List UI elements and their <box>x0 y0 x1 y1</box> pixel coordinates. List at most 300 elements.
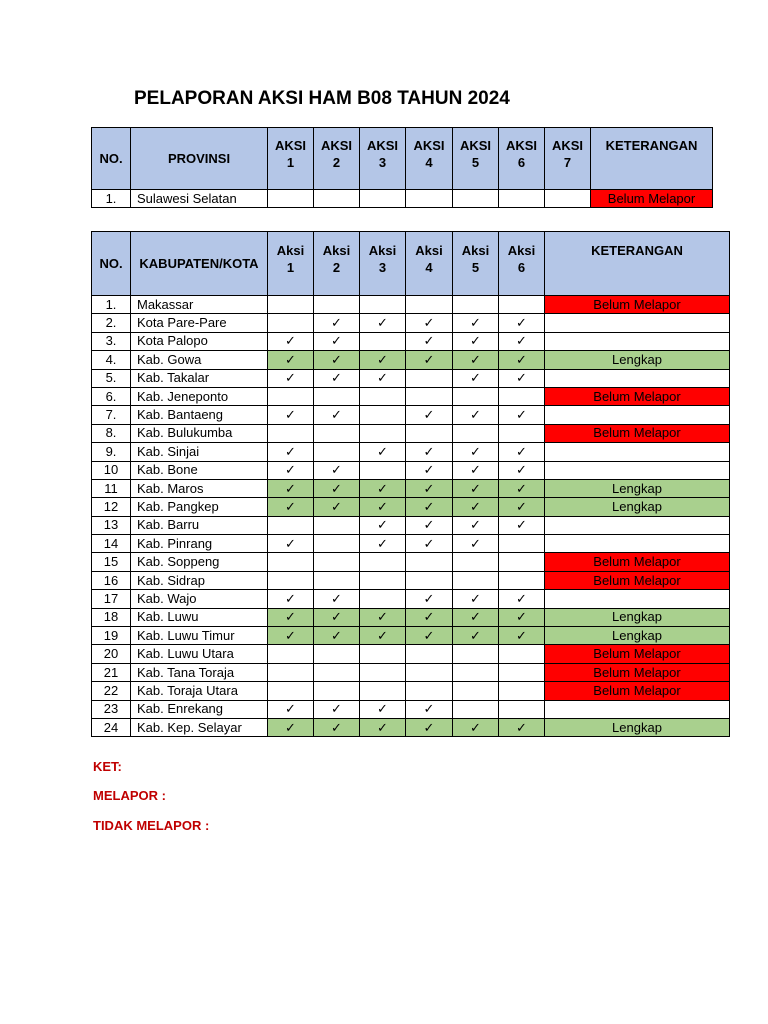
aksi-2-cell <box>314 700 360 718</box>
aksi-3-cell <box>360 535 406 553</box>
aksi-3-cell <box>360 443 406 461</box>
check-icon: ✓ <box>331 609 342 625</box>
check-icon: ✓ <box>331 333 342 349</box>
header-provinsi: PROVINSI <box>131 128 268 190</box>
aksi-5-cell <box>453 498 499 516</box>
aksi-2-cell <box>314 424 360 442</box>
region-name: Kab. Pangkep <box>131 498 268 516</box>
aksi-1-cell <box>268 516 314 534</box>
aksi-6-cell <box>499 424 545 442</box>
header-aksi-1: AKSI 1 <box>268 128 314 190</box>
aksi-3-cell <box>360 682 406 700</box>
aksi-1-cell <box>268 553 314 571</box>
row-number: 4. <box>92 351 131 369</box>
region-name: Kab. Sinjai <box>131 443 268 461</box>
table-row <box>92 645 730 663</box>
aksi-2-cell <box>314 461 360 479</box>
aksi-5-cell <box>453 387 499 405</box>
aksi-2-cell <box>314 443 360 461</box>
header-keterangan: KETERANGAN <box>545 232 730 296</box>
region-name: Kab. Tana Toraja <box>131 663 268 681</box>
region-name: Kab. Gowa <box>131 351 268 369</box>
table-row <box>92 369 730 387</box>
keterangan-cell: Belum Melapor <box>545 645 730 663</box>
check-icon: ✓ <box>377 315 388 331</box>
check-icon: ✓ <box>331 590 342 606</box>
aksi-6-cell <box>499 682 545 700</box>
aksi-4-cell <box>406 314 453 332</box>
aksi-1-cell <box>268 332 314 350</box>
aksi-2-cell <box>314 406 360 424</box>
check-icon: ✓ <box>470 370 481 386</box>
table-row <box>92 535 730 553</box>
check-icon: ✓ <box>377 517 388 533</box>
aksi-5-cell <box>453 700 499 718</box>
check-icon: ✓ <box>285 609 296 625</box>
table-row <box>92 332 730 350</box>
check-icon: ✓ <box>377 701 388 717</box>
table-row <box>92 516 730 534</box>
keterangan-cell: Lengkap <box>545 718 730 736</box>
table-row <box>92 700 730 718</box>
check-icon: ✓ <box>423 351 435 367</box>
aksi-6-cell <box>499 553 545 571</box>
check-icon: ✓ <box>285 443 296 459</box>
check-icon: ✓ <box>377 498 388 514</box>
aksi-6-cell <box>499 351 545 369</box>
check-icon: ✓ <box>331 315 342 331</box>
row-number: 3. <box>92 332 131 350</box>
aksi-5-cell <box>453 516 499 534</box>
check-icon: ✓ <box>285 480 296 496</box>
aksi-6-cell <box>499 645 545 663</box>
check-icon: ✓ <box>470 462 481 478</box>
region-name: Sulawesi Selatan <box>131 190 268 208</box>
check-icon: ✓ <box>285 719 296 735</box>
table-row <box>92 608 730 626</box>
check-icon: ✓ <box>285 627 296 643</box>
table-row <box>92 718 730 736</box>
aksi-6-cell <box>499 314 545 332</box>
aksi-6-cell <box>499 387 545 405</box>
aksi-4-cell <box>406 424 453 442</box>
aksi-2-cell <box>314 498 360 516</box>
check-icon: ✓ <box>331 351 342 367</box>
check-icon: ✓ <box>423 535 435 551</box>
aksi-3-cell <box>360 387 406 405</box>
keterangan-cell <box>545 314 730 332</box>
row-number: 13 <box>92 516 131 534</box>
row-number: 21 <box>92 663 131 681</box>
keterangan-cell: Belum Melapor <box>545 571 730 589</box>
aksi-4-cell <box>406 369 453 387</box>
aksi-6-cell <box>499 479 545 497</box>
aksi-5-cell <box>453 571 499 589</box>
table-row <box>92 553 730 571</box>
legend-tidak-melapor: TIDAK MELAPOR : <box>93 818 210 833</box>
check-icon: ✓ <box>470 535 481 551</box>
aksi-4-cell <box>406 645 453 663</box>
keterangan-cell: Belum Melapor <box>545 387 730 405</box>
check-icon: ✓ <box>470 609 481 625</box>
aksi-1-cell <box>268 369 314 387</box>
aksi-5-cell <box>453 296 499 314</box>
row-number: 2. <box>92 314 131 332</box>
aksi-4-cell <box>406 663 453 681</box>
aksi-3-cell <box>360 718 406 736</box>
keterangan-cell: Belum Melapor <box>545 682 730 700</box>
check-icon: ✓ <box>423 609 435 625</box>
aksi-4-cell <box>406 479 453 497</box>
aksi-1-cell <box>268 645 314 663</box>
table-row <box>92 627 730 645</box>
row-number: 15 <box>92 553 131 571</box>
aksi-1-cell <box>268 443 314 461</box>
check-icon: ✓ <box>331 480 342 496</box>
row-number: 11 <box>92 479 131 497</box>
check-icon: ✓ <box>470 351 481 367</box>
aksi-3-cell <box>360 406 406 424</box>
check-icon: ✓ <box>470 627 481 643</box>
aksi-4-cell <box>406 296 453 314</box>
check-icon: ✓ <box>470 719 481 735</box>
keterangan-cell: Lengkap <box>545 498 730 516</box>
check-icon: ✓ <box>423 701 435 717</box>
check-icon: ✓ <box>516 351 527 367</box>
region-name: Kab. Kep. Selayar <box>131 718 268 736</box>
aksi-4-cell <box>406 590 453 608</box>
check-icon: ✓ <box>470 407 481 423</box>
aksi-2-cell <box>314 190 360 208</box>
aksi-2-cell <box>314 608 360 626</box>
aksi-1-cell <box>268 406 314 424</box>
aksi-1-cell <box>268 627 314 645</box>
region-name: Kab. Jeneponto <box>131 387 268 405</box>
check-icon: ✓ <box>377 351 388 367</box>
table-row <box>92 479 730 497</box>
header-aksi-4: Aksi 4 <box>406 232 453 296</box>
aksi-6-cell <box>499 406 545 424</box>
aksi-4-cell <box>406 461 453 479</box>
table-row <box>92 498 730 516</box>
aksi-5-cell <box>453 479 499 497</box>
row-number: 19 <box>92 627 131 645</box>
row-number: 6. <box>92 387 131 405</box>
check-icon: ✓ <box>470 517 481 533</box>
aksi-3-cell <box>360 332 406 350</box>
header-keterangan: KETERANGAN <box>591 128 713 190</box>
check-icon: ✓ <box>516 627 527 643</box>
table-row <box>92 387 730 405</box>
aksi-6-cell <box>499 627 545 645</box>
aksi-3-cell <box>360 553 406 571</box>
aksi-3-cell <box>360 663 406 681</box>
aksi-1-cell <box>268 479 314 497</box>
keterangan-cell: Lengkap <box>545 479 730 497</box>
region-name: Kab. Wajo <box>131 590 268 608</box>
header-aksi-4: AKSI 4 <box>406 128 453 190</box>
row-number: 8. <box>92 424 131 442</box>
aksi-6-cell <box>499 571 545 589</box>
row-number: 9. <box>92 443 131 461</box>
keterangan-cell <box>545 406 730 424</box>
aksi-4-cell <box>406 535 453 553</box>
check-icon: ✓ <box>423 627 435 643</box>
check-icon: ✓ <box>285 333 296 349</box>
aksi-6-cell <box>499 296 545 314</box>
row-number: 1. <box>92 190 131 208</box>
aksi-2-cell <box>314 590 360 608</box>
aksi-5-cell <box>453 190 499 208</box>
aksi-2-cell <box>314 516 360 534</box>
check-icon: ✓ <box>423 315 435 331</box>
aksi-1-cell <box>268 535 314 553</box>
check-icon: ✓ <box>470 443 481 459</box>
check-icon: ✓ <box>516 498 527 514</box>
aksi-3-cell <box>360 190 406 208</box>
check-icon: ✓ <box>331 407 342 423</box>
aksi-5-cell <box>453 332 499 350</box>
check-icon: ✓ <box>285 462 296 478</box>
aksi-3-cell <box>360 314 406 332</box>
keterangan-cell <box>545 369 730 387</box>
check-icon: ✓ <box>423 498 435 514</box>
aksi-5-cell <box>453 424 499 442</box>
keterangan-cell: Belum Melapor <box>545 553 730 571</box>
aksi-4-cell <box>406 553 453 571</box>
check-icon: ✓ <box>470 590 481 606</box>
check-icon: ✓ <box>377 370 388 386</box>
aksi-5-cell <box>453 590 499 608</box>
province-table-header <box>92 128 713 190</box>
keterangan-cell: Lengkap <box>545 627 730 645</box>
region-name: Kab. Pinrang <box>131 535 268 553</box>
region-name: Kab. Soppeng <box>131 553 268 571</box>
row-number: 10 <box>92 461 131 479</box>
aksi-1-cell <box>268 387 314 405</box>
table-row <box>92 406 730 424</box>
aksi-6-cell <box>499 718 545 736</box>
table-row <box>92 663 730 681</box>
aksi-2-cell <box>314 627 360 645</box>
aksi-5-cell <box>453 314 499 332</box>
row-number: 1. <box>92 296 131 314</box>
keterangan-cell: Lengkap <box>545 351 730 369</box>
check-icon: ✓ <box>377 719 388 735</box>
aksi-2-cell <box>314 314 360 332</box>
aksi-6-cell <box>499 461 545 479</box>
row-number: 23 <box>92 700 131 718</box>
row-number: 20 <box>92 645 131 663</box>
region-name: Kota Pare-Pare <box>131 314 268 332</box>
row-number: 7. <box>92 406 131 424</box>
header-aksi-3: AKSI 3 <box>360 128 406 190</box>
region-name: Kab. Takalar <box>131 369 268 387</box>
keterangan-cell <box>545 516 730 534</box>
check-icon: ✓ <box>516 590 527 606</box>
table-row <box>92 424 730 442</box>
region-name: Kab. Sidrap <box>131 571 268 589</box>
aksi-5-cell <box>453 406 499 424</box>
aksi-5-cell <box>453 351 499 369</box>
aksi-5-cell <box>453 682 499 700</box>
region-name: Kab. Luwu Utara <box>131 645 268 663</box>
check-icon: ✓ <box>470 498 481 514</box>
check-icon: ✓ <box>331 462 342 478</box>
check-icon: ✓ <box>377 480 388 496</box>
header-aksi-6: AKSI 6 <box>499 128 545 190</box>
aksi-1-cell <box>268 682 314 700</box>
aksi-3-cell <box>360 571 406 589</box>
header-no: NO. <box>92 128 131 190</box>
legend-ket: KET: <box>93 759 122 774</box>
aksi-6-cell <box>499 700 545 718</box>
header-kabupaten-kota: KABUPATEN/KOTA <box>131 232 268 296</box>
header-aksi-5: Aksi 5 <box>453 232 499 296</box>
aksi-3-cell <box>360 479 406 497</box>
table-row <box>92 314 730 332</box>
header-aksi-2: Aksi 2 <box>314 232 360 296</box>
aksi-2-cell <box>314 553 360 571</box>
check-icon: ✓ <box>285 535 296 551</box>
keterangan-cell: Lengkap <box>545 608 730 626</box>
header-no: NO. <box>92 232 131 296</box>
aksi-5-cell <box>453 443 499 461</box>
page-title: PELAPORAN AKSI HAM B08 TAHUN 2024 <box>134 88 510 109</box>
region-name: Kab. Bantaeng <box>131 406 268 424</box>
aksi-4-cell <box>406 443 453 461</box>
region-name: Kota Palopo <box>131 332 268 350</box>
aksi-2-cell <box>314 718 360 736</box>
aksi-2-cell <box>314 682 360 700</box>
check-icon: ✓ <box>423 462 435 478</box>
check-icon: ✓ <box>423 719 435 735</box>
aksi-1-cell <box>268 608 314 626</box>
aksi-2-cell <box>314 351 360 369</box>
aksi-1-cell <box>268 663 314 681</box>
keterangan-cell <box>545 461 730 479</box>
aksi-5-cell <box>453 663 499 681</box>
keterangan-cell <box>545 535 730 553</box>
check-icon: ✓ <box>377 609 388 625</box>
aksi-5-cell <box>453 553 499 571</box>
aksi-1-cell <box>268 351 314 369</box>
row-number: 5. <box>92 369 131 387</box>
aksi-3-cell <box>360 461 406 479</box>
keterangan-cell <box>545 590 730 608</box>
table-row <box>92 571 730 589</box>
check-icon: ✓ <box>516 719 527 735</box>
keterangan-cell <box>545 332 730 350</box>
keterangan-cell <box>545 700 730 718</box>
keterangan-cell: Belum Melapor <box>591 190 713 208</box>
check-icon: ✓ <box>285 590 296 606</box>
aksi-1-cell <box>268 424 314 442</box>
check-icon: ✓ <box>470 333 481 349</box>
region-name: Kab. Luwu <box>131 608 268 626</box>
aksi-5-cell <box>453 535 499 553</box>
aksi-6-cell <box>499 443 545 461</box>
row-number: 16 <box>92 571 131 589</box>
check-icon: ✓ <box>516 315 527 331</box>
aksi-1-cell <box>268 590 314 608</box>
aksi-2-cell <box>314 296 360 314</box>
check-icon: ✓ <box>470 315 481 331</box>
aksi-6-cell <box>499 590 545 608</box>
aksi-2-cell <box>314 535 360 553</box>
region-name: Makassar <box>131 296 268 314</box>
aksi-4-cell <box>406 718 453 736</box>
check-icon: ✓ <box>331 370 342 386</box>
aksi-3-cell <box>360 296 406 314</box>
check-icon: ✓ <box>285 351 296 367</box>
row-number: 12 <box>92 498 131 516</box>
aksi-3-cell <box>360 351 406 369</box>
check-icon: ✓ <box>516 517 527 533</box>
aksi-6-cell <box>499 332 545 350</box>
aksi-7-cell <box>545 190 591 208</box>
header-aksi-5: AKSI 5 <box>453 128 499 190</box>
table-row <box>92 190 713 208</box>
aksi-4-cell <box>406 498 453 516</box>
aksi-3-cell <box>360 516 406 534</box>
aksi-3-cell <box>360 645 406 663</box>
aksi-2-cell <box>314 571 360 589</box>
aksi-6-cell <box>499 608 545 626</box>
table-row <box>92 296 730 314</box>
header-aksi-1: Aksi 1 <box>268 232 314 296</box>
aksi-3-cell <box>360 608 406 626</box>
aksi-3-cell <box>360 590 406 608</box>
region-name: Kab. Bone <box>131 461 268 479</box>
aksi-5-cell <box>453 718 499 736</box>
aksi-4-cell <box>406 700 453 718</box>
aksi-3-cell <box>360 700 406 718</box>
aksi-6-cell <box>499 498 545 516</box>
header-aksi-6: Aksi 6 <box>499 232 545 296</box>
aksi-6-cell <box>499 663 545 681</box>
region-name: Kab. Bulukumba <box>131 424 268 442</box>
table-row <box>92 461 730 479</box>
aksi-5-cell <box>453 627 499 645</box>
aksi-1-cell <box>268 190 314 208</box>
region-name: Kab. Toraja Utara <box>131 682 268 700</box>
check-icon: ✓ <box>331 719 342 735</box>
aksi-4-cell <box>406 682 453 700</box>
check-icon: ✓ <box>285 407 296 423</box>
aksi-6-cell <box>499 190 545 208</box>
row-number: 22 <box>92 682 131 700</box>
aksi-2-cell <box>314 479 360 497</box>
aksi-2-cell <box>314 663 360 681</box>
check-icon: ✓ <box>331 498 342 514</box>
aksi-2-cell <box>314 387 360 405</box>
aksi-3-cell <box>360 369 406 387</box>
aksi-1-cell <box>268 296 314 314</box>
aksi-4-cell <box>406 627 453 645</box>
keterangan-cell: Belum Melapor <box>545 424 730 442</box>
aksi-4-cell <box>406 516 453 534</box>
kabupaten-table-header <box>92 232 730 296</box>
row-number: 17 <box>92 590 131 608</box>
aksi-1-cell <box>268 571 314 589</box>
check-icon: ✓ <box>423 407 435 423</box>
row-number: 14 <box>92 535 131 553</box>
row-number: 24 <box>92 718 131 736</box>
check-icon: ✓ <box>516 407 527 423</box>
aksi-2-cell <box>314 645 360 663</box>
check-icon: ✓ <box>423 333 435 349</box>
